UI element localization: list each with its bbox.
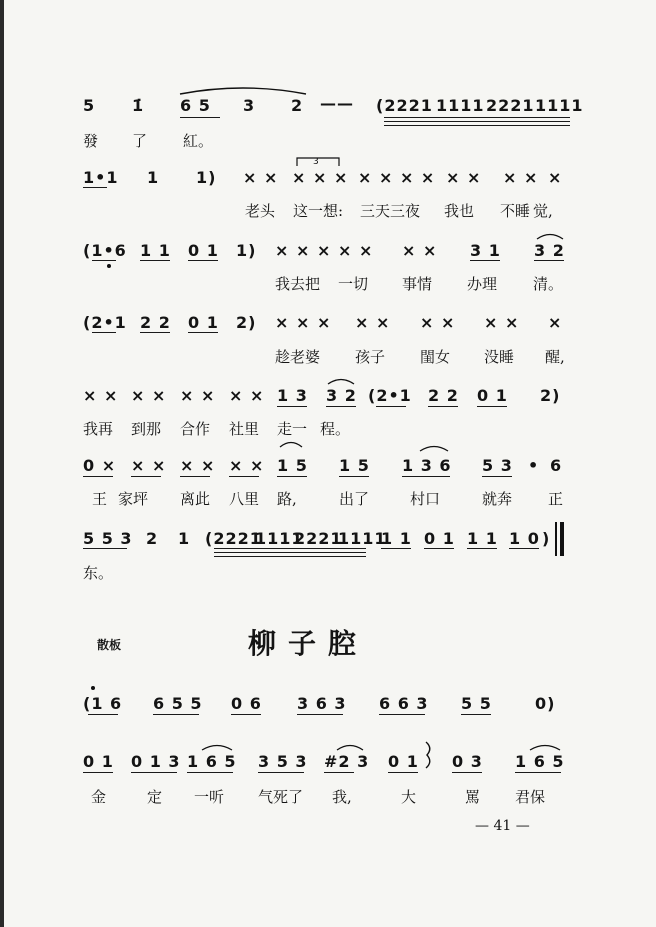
lyric: 發 xyxy=(83,132,99,150)
beam xyxy=(277,406,307,407)
note: 2 2 xyxy=(428,386,459,405)
page-edge xyxy=(0,0,4,927)
slur xyxy=(178,82,308,96)
beam xyxy=(131,772,177,773)
note: 2 2 xyxy=(140,313,171,332)
beam xyxy=(180,476,210,477)
note: × × xyxy=(180,386,216,405)
lyric: 没睡 xyxy=(484,348,515,366)
beam xyxy=(534,260,564,261)
beam xyxy=(388,772,418,773)
lyric: 这一想: xyxy=(293,202,344,220)
note: 3 xyxy=(243,96,256,115)
note: 2) xyxy=(236,313,257,332)
beam xyxy=(88,714,118,715)
note: × × xyxy=(229,386,265,405)
beam xyxy=(92,260,116,261)
octave-dot xyxy=(91,686,95,690)
note: × × xyxy=(402,241,438,260)
note: 5 5 3 xyxy=(83,529,133,548)
note: 1) xyxy=(236,241,257,260)
lyric: 我再 xyxy=(83,420,114,438)
slur xyxy=(335,741,365,751)
note: × × xyxy=(131,386,167,405)
slur xyxy=(278,438,304,448)
beam xyxy=(83,187,107,188)
lyric: 村口 xyxy=(410,490,441,508)
lyric: 出了 xyxy=(339,490,370,508)
lyric: 清。 xyxy=(533,275,564,293)
beam xyxy=(384,121,570,122)
note: 3 2 xyxy=(534,241,565,260)
note: 1 3 xyxy=(277,386,308,405)
beam xyxy=(461,714,491,715)
beam xyxy=(324,772,354,773)
note: 1111 xyxy=(535,96,584,115)
note: 0 3 xyxy=(452,752,483,771)
note: 1̇ xyxy=(132,96,145,115)
breath-mark xyxy=(423,740,435,770)
beam xyxy=(131,476,161,477)
note: 0 6 xyxy=(231,694,262,713)
beam xyxy=(452,772,482,773)
beam xyxy=(428,406,458,407)
note: 0 1 xyxy=(424,529,455,548)
lyric: 路, xyxy=(277,490,297,508)
note: 0 1 xyxy=(388,752,419,771)
lyric: 罵 xyxy=(465,788,481,806)
lyric: 就奔 xyxy=(482,490,513,508)
note: 1 xyxy=(178,529,191,548)
beam xyxy=(214,548,366,549)
beam xyxy=(140,260,170,261)
beam xyxy=(258,772,304,773)
note: 0 1 3 xyxy=(131,752,181,771)
lyric: 我去把 xyxy=(275,275,321,293)
note: 6 5 5 xyxy=(153,694,203,713)
note: × × × xyxy=(292,168,349,187)
note: 5 5 xyxy=(461,694,492,713)
lyric: 事情 xyxy=(402,275,433,293)
tempo-marking: 散板 xyxy=(97,638,122,652)
lyric: 办理 xyxy=(467,275,498,293)
lyric: 合作 xyxy=(180,420,211,438)
note: × × × xyxy=(275,241,332,260)
lyric: 我, xyxy=(332,788,352,806)
note: 0 1 xyxy=(188,241,219,260)
beam xyxy=(326,406,356,407)
piece-title: 柳子腔 xyxy=(248,627,369,660)
note: 1 0 xyxy=(509,529,540,548)
note: 0 1 xyxy=(83,752,114,771)
note: × × xyxy=(420,313,456,332)
slur xyxy=(418,442,450,452)
note: 1 1 xyxy=(381,529,412,548)
note: (1•6 xyxy=(83,241,127,260)
note: 1111 xyxy=(338,529,387,548)
note: 1 1 xyxy=(140,241,171,260)
beam xyxy=(477,406,507,407)
note: 1 6 5 xyxy=(187,752,237,771)
beam xyxy=(297,714,343,715)
note: 1 5 xyxy=(277,456,308,475)
beam xyxy=(470,260,500,261)
lyric: 趁老婆 xyxy=(275,348,321,366)
note: 2221 xyxy=(294,529,343,548)
lyric: 八里 xyxy=(229,490,260,508)
beam xyxy=(153,714,199,715)
beam xyxy=(482,476,512,477)
lyric: 紅。 xyxy=(183,132,214,150)
lyric: 东。 xyxy=(83,564,114,582)
note: 0 × xyxy=(83,456,117,475)
beam xyxy=(424,548,454,549)
note: 1 5 xyxy=(339,456,370,475)
note: 0) xyxy=(535,694,556,713)
lyric: 走一 xyxy=(277,420,308,438)
note: • xyxy=(528,456,540,475)
lyric: 一听 xyxy=(194,788,225,806)
note: × × × xyxy=(275,313,332,332)
note: 1 1 xyxy=(467,529,498,548)
lyric: 王 xyxy=(92,490,108,508)
note: 2 xyxy=(291,96,304,115)
beam xyxy=(339,476,369,477)
lyric: 家坪 xyxy=(118,490,149,508)
note: (2221 xyxy=(376,96,433,115)
note: × × xyxy=(180,456,216,475)
beam xyxy=(214,552,366,553)
note: 3 6 3 xyxy=(297,694,347,713)
note: 5 3 xyxy=(482,456,513,475)
beam xyxy=(214,556,366,557)
octave-dot xyxy=(107,264,111,268)
note: 3 5 3 xyxy=(258,752,308,771)
lyric: 社里 xyxy=(229,420,260,438)
note: × × xyxy=(484,313,520,332)
beam xyxy=(180,117,220,118)
beam xyxy=(188,332,218,333)
lyric: 气死了 xyxy=(258,788,304,806)
beam xyxy=(187,772,233,773)
note: × × × × xyxy=(358,168,436,187)
beam xyxy=(402,476,450,477)
triplet-bracket xyxy=(295,155,341,167)
note: 0 1 xyxy=(188,313,219,332)
beam xyxy=(188,260,218,261)
note: ) xyxy=(542,529,551,548)
beam xyxy=(376,406,406,407)
lyric: 不睡 xyxy=(500,202,531,220)
note: (2•1 xyxy=(368,386,412,405)
note: × × xyxy=(83,386,119,405)
note: 2221 xyxy=(486,96,535,115)
note: × xyxy=(548,313,563,332)
beam xyxy=(515,772,561,773)
beam xyxy=(509,548,539,549)
lyric: 孩子 xyxy=(355,348,386,366)
lyric: 大 xyxy=(401,788,417,806)
beam xyxy=(467,548,497,549)
end-barline xyxy=(560,522,564,556)
note: × xyxy=(548,168,563,187)
lyric: 老头 xyxy=(245,202,276,220)
note: (2•1 xyxy=(83,313,127,332)
note: 1111 xyxy=(436,96,485,115)
beam xyxy=(384,125,570,126)
lyric: 三天三夜 xyxy=(360,202,421,220)
note: 3 2 xyxy=(326,386,357,405)
note: × × xyxy=(243,168,279,187)
note: × × xyxy=(503,168,539,187)
note: 2) xyxy=(540,386,561,405)
beam xyxy=(384,117,570,118)
svg-text:3: 3 xyxy=(313,157,319,167)
note: × × xyxy=(446,168,482,187)
note: —— xyxy=(320,94,354,113)
beam xyxy=(379,714,425,715)
lyric: 正 xyxy=(548,490,564,508)
note: × × xyxy=(355,313,391,332)
lyric: 了 xyxy=(132,132,148,150)
note: 1111 xyxy=(255,529,304,548)
note: 2 xyxy=(146,529,159,548)
note: #2 3 xyxy=(324,752,370,771)
note: (1 6 xyxy=(83,694,123,713)
note: 1) xyxy=(196,168,217,187)
note: 1 3 6 xyxy=(402,456,452,475)
note: 1•1 xyxy=(83,168,119,187)
note: × × xyxy=(338,241,374,260)
beam xyxy=(83,476,113,477)
beam xyxy=(277,476,307,477)
note: × × xyxy=(131,456,167,475)
slur xyxy=(528,741,562,751)
beam xyxy=(92,332,116,333)
lyric: 离此 xyxy=(180,490,211,508)
lyric: 我也 xyxy=(444,202,475,220)
note: 1 xyxy=(147,168,160,187)
beam xyxy=(140,332,170,333)
note: 3 1 xyxy=(470,241,501,260)
note: (2221 xyxy=(205,529,262,548)
beam xyxy=(229,476,259,477)
note: 0 1 xyxy=(477,386,508,405)
note: 6 6 3 xyxy=(379,694,429,713)
slur xyxy=(200,741,234,751)
note: 1 6 5 xyxy=(515,752,565,771)
beam xyxy=(381,548,411,549)
note: 6 xyxy=(550,456,563,475)
note: 5 xyxy=(83,96,96,115)
beam xyxy=(231,714,261,715)
lyric: 君保 xyxy=(515,788,546,806)
lyric: 金 xyxy=(91,788,107,806)
end-barline xyxy=(555,522,557,556)
slur xyxy=(535,230,565,240)
note: 6 5 xyxy=(180,96,211,115)
lyric: 一切 xyxy=(338,275,369,293)
lyric: 閨女 xyxy=(420,348,451,366)
lyric: 定 xyxy=(147,788,163,806)
lyric: 觉, xyxy=(533,202,553,220)
page-number: — 41 — xyxy=(475,818,530,834)
lyric: 醒, xyxy=(545,348,565,366)
beam xyxy=(83,772,113,773)
slur xyxy=(326,375,356,385)
lyric: 到那 xyxy=(131,420,162,438)
beam xyxy=(83,548,127,549)
note: × × xyxy=(229,456,265,475)
lyric: 程。 xyxy=(320,420,351,438)
